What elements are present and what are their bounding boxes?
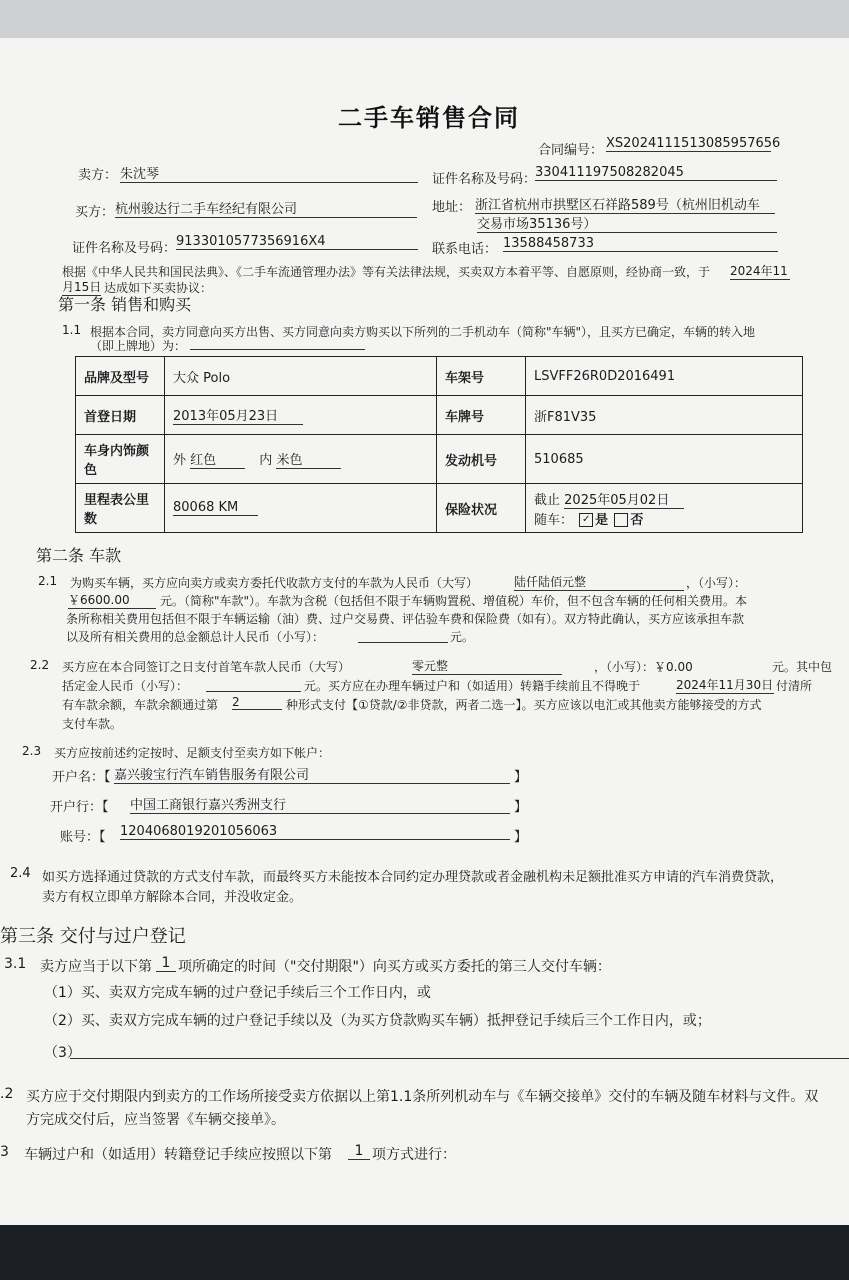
article1-heading: 第一条 销售和购买 xyxy=(58,295,192,314)
preamble-date2: 月15日 xyxy=(62,280,102,294)
mileage-value: 80068 KM xyxy=(173,500,258,516)
account-no-value: 1204068019201056063 xyxy=(120,824,510,840)
buyer-id-label: 证件名称及号码： xyxy=(72,241,177,256)
inner-color-value: 米色 xyxy=(276,449,341,469)
article3-heading: 第三条 交付与过户登记 xyxy=(0,926,186,947)
transfer-option: 1 xyxy=(348,1143,370,1160)
clause-3-3-line-a: 车辆过户和（如适用）转籍登记手续应按照以下第 xyxy=(24,1147,332,1163)
clause-2-2-line3b: 种形式支付【①贷款/②非贷款，两者二选一】。买方应该以电汇或其他卖方能够接受的方式 xyxy=(286,698,762,712)
delivery-option-2: （2）买、卖双方完成车辆的过户登记手续以及（为买方贷款购买车辆）抵押登记手续后三个工作日内，或； xyxy=(44,1013,711,1029)
plate-value: 浙F81V35 xyxy=(526,396,803,435)
clause-3-2-line2: 方完成交付后，应当签署《车辆交接单》。 xyxy=(26,1112,285,1128)
preamble-date1: 2024年11 xyxy=(730,262,790,280)
clause-2-2-line3a: 有车款余额，车款余额通过第 xyxy=(62,698,219,712)
address-line2: 交易市场35136号） xyxy=(477,213,777,233)
reg-date-value: 2013年05月23日 xyxy=(173,405,303,425)
clause-2-3-line1: 买方应按前述约定按时、足额支付至卖方如下帐户： xyxy=(54,746,331,760)
clause-3-3-number: 3 xyxy=(0,1144,9,1160)
clause-2-2-line4: 支付车款。 xyxy=(62,717,123,731)
delivery-option-3: （3） xyxy=(44,1045,81,1061)
clause-2-1-line1b: ，（小写）： xyxy=(686,576,747,590)
engine-label: 发动机号 xyxy=(437,435,526,484)
table-row xyxy=(76,484,803,533)
color-label: 车身内饰颜色 xyxy=(76,435,165,484)
reg-date-label: 首登日期 xyxy=(76,396,165,435)
bracket-close-2: 】 xyxy=(514,800,528,815)
first-payment-upper: 零元整 xyxy=(412,657,562,675)
clause-2-1-line3: 条所称相关费用包括但不限于车辆运输（油）费、过户交易费、评估验车费和保险费（如有）。双方特此确认，买方应该承担车款 xyxy=(66,612,745,626)
clause-1-1-number: 1.1 xyxy=(62,323,82,337)
contract-no-value: XS20241115130859576​56 xyxy=(606,136,781,151)
first-payment-lower: ，（小写）：￥0.00 xyxy=(594,660,693,674)
account-no-label: 账号：【 xyxy=(60,830,106,845)
deposit-field xyxy=(206,677,301,692)
clause-2-2-line2b: 元。买方应在办理车辆过户和（如适用）转籍手续前且不得晚于 xyxy=(304,679,641,693)
desk-background-bottom xyxy=(0,1225,849,1280)
clause-2-2-line2a: 括定金人民币（小写）： xyxy=(62,679,189,693)
table-row xyxy=(76,396,803,435)
bracket-close-1: 】 xyxy=(514,770,528,785)
bank-value: 中国工商银行嘉兴秀洲支行 xyxy=(130,794,510,814)
clause-2-4-line2: 卖方有权立即单方解除本合同，并没收定金。 xyxy=(42,890,303,905)
plate-label: 车牌号 xyxy=(437,396,526,435)
address-line1: 浙江省杭州市拱墅区石祥路589号（杭州旧机动车 xyxy=(475,194,775,214)
bank-label: 开户行：【 xyxy=(50,800,109,815)
account-name-value: 嘉兴骏宝行汽车销售服务有限公司 xyxy=(114,764,510,784)
vehicle-info-table xyxy=(75,356,803,533)
clause-2-2-line1a: 买方应在本合同签订之日支付首笔车款人民币（大写） xyxy=(62,660,351,674)
clause-2-1-number: 2.1 xyxy=(38,574,58,588)
clause-2-2-number: 2.2 xyxy=(30,658,50,672)
outer-color-value: 红色 xyxy=(190,449,245,469)
insurance-date: 2025年05月02日 xyxy=(564,489,684,509)
payment-option: 2 xyxy=(232,695,282,710)
price-upper: 陆仟陆佰元整 xyxy=(514,573,684,591)
clause-2-1-line4b: 元。 xyxy=(450,630,475,644)
contract-no-label: 合同编号： xyxy=(538,143,604,158)
clause-2-4-number: 2.4 xyxy=(10,866,31,881)
desk-background-top xyxy=(0,0,849,40)
clause-2-2-line1c: 元。其中包 xyxy=(772,660,833,674)
seller-label: 卖方： xyxy=(78,168,118,183)
seller-value: 朱沈琴 xyxy=(120,163,418,183)
balance-deadline: 2024年11月30日 xyxy=(676,678,774,692)
brand-value: 大众 Polo xyxy=(165,357,437,396)
clause-2-1-line1a: 为购买车辆，买方应向卖方或卖方委托代收款方支付的车款为人民币（大写） xyxy=(70,576,479,590)
reg-date-cell xyxy=(165,396,437,435)
preamble-line1: 根据《中华人民共和国民法典》、《二手车流通管理办法》等有关法律法规，买卖双方本着平等、自愿原则，经协商一致，于 xyxy=(62,265,711,279)
clause-3-2-number: .2 xyxy=(0,1086,14,1102)
yes-checkbox[interactable]: ✓ xyxy=(579,513,593,527)
clause-3-2-line1: 买方应于交付期限内到卖方的工作场所接受卖方依据以上第1.1条所列机动车与《车辆交接单》交付的车辆及随车材料与文件。双 xyxy=(26,1089,819,1105)
inner-color-label: 内 xyxy=(259,453,273,468)
vin-label: 车架号 xyxy=(437,357,526,396)
clause-3-1-line1b: 项所确定的时间（"交付期限"）向买方或买方委托的第三人交付车辆： xyxy=(178,959,611,975)
brand-label: 品牌及型号 xyxy=(76,357,165,396)
account-name-label: 开户名：【 xyxy=(52,770,111,785)
bracket-close-3: 】 xyxy=(514,830,528,845)
article2-heading: 第二条 车款 xyxy=(36,546,122,565)
clause-2-1-line2: 元。（简称"车款"）。车款为含税（包括但不限于车辆购置税、增值税）车价，但不包含车辆的任何相关费用。本 xyxy=(160,594,748,608)
buyer-value: 杭州骏达行二手车经纪有限公司 xyxy=(115,198,417,218)
insurance-label: 保险状况 xyxy=(437,484,526,533)
clause-3-1-line1a: 卖方应当于以下第 xyxy=(40,959,152,975)
address-label: 地址： xyxy=(432,200,472,215)
contract-page xyxy=(0,38,849,1228)
insurance-follow-label: 随车： xyxy=(534,512,574,528)
no-label: 否 xyxy=(630,512,644,528)
clause-2-4-line1: 如买方选择通过贷款的方式支付车款，而最终买方未能按本合同约定办理贷款或者金融机构未足额批准买方申请的汽车消费贷款， xyxy=(42,870,784,885)
seller-id-value: 330411197508282045 xyxy=(535,165,777,181)
price-lower: ￥6600.00 xyxy=(68,591,156,609)
page-title: 二手车销售合同 xyxy=(338,104,520,132)
table-row xyxy=(76,357,803,396)
phone-value: 13588458733 xyxy=(503,236,778,252)
delivery-option-3-field xyxy=(70,1058,849,1059)
clause-1-1-line1: 根据本合同，卖方同意向买方出售、买方同意向卖方购买以下所列的二手机动车（简称"车辆"），且买方已确定，车辆的转入地 xyxy=(90,325,756,339)
mileage-label: 里程表公里数 xyxy=(76,484,165,533)
mileage-cell xyxy=(165,484,437,533)
insurance-cell xyxy=(526,484,803,533)
buyer-id-value: 913301057735​6916X4 xyxy=(176,234,418,250)
buyer-label: 买方： xyxy=(75,205,115,220)
clause-1-1-line2: （即上牌地）为： xyxy=(90,339,187,353)
vin-value: LSVFF26R0D2016491 xyxy=(526,357,803,396)
clause-3-3-line-b: 项方式进行： xyxy=(372,1147,456,1163)
clause-2-1-line4: 以及所有相关费用的总金额总计人民币（小写）： xyxy=(66,630,325,644)
clause-2-2-line2c: 付清所 xyxy=(776,679,813,693)
delivery-option-1: （1）买、卖双方完成车辆的过户登记手续后三个工作日内，或 xyxy=(44,985,431,1001)
total-amount-field xyxy=(358,628,448,643)
outer-color-label: 外 xyxy=(173,453,187,468)
no-checkbox[interactable] xyxy=(614,513,628,527)
phone-label: 联系电话： xyxy=(432,242,498,257)
insurance-prefix: 截止 xyxy=(534,492,561,508)
clause-3-1-number: 3.1 xyxy=(4,956,27,972)
yes-label: 是 xyxy=(595,512,609,528)
seller-id-label: 证件名称及号码： xyxy=(432,172,537,187)
table-row xyxy=(76,435,803,484)
preamble-line2: 达成如下买卖协议： xyxy=(104,281,213,295)
delivery-option: 1 xyxy=(156,955,176,972)
engine-value: 510685 xyxy=(526,435,803,484)
registration-place-field xyxy=(190,335,365,350)
clause-2-3-number: 2.3 xyxy=(22,744,42,758)
color-cell xyxy=(165,435,437,484)
